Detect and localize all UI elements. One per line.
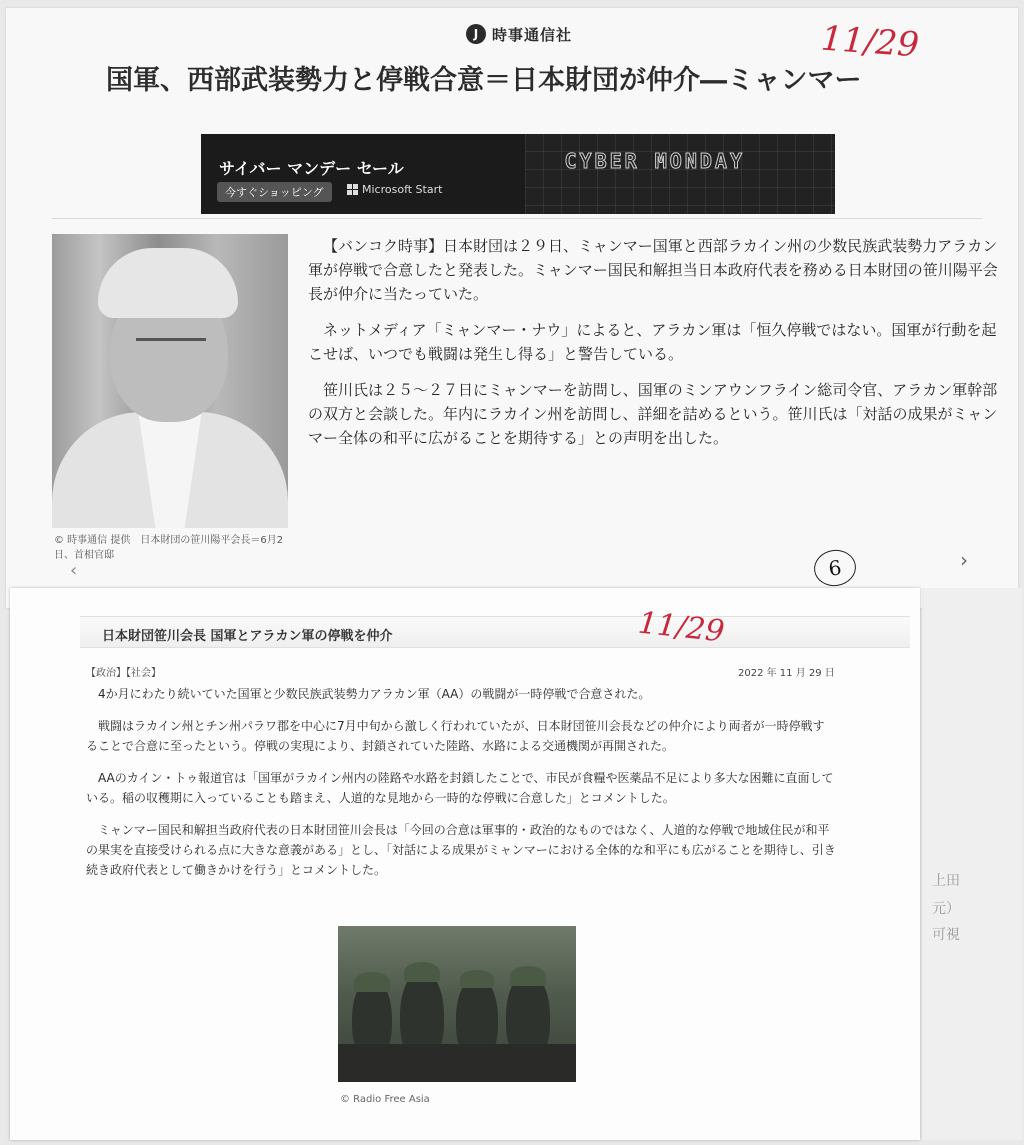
edge-text-fragment: 可視	[932, 927, 960, 943]
photo-credit: © Radio Free Asia	[340, 1094, 430, 1105]
ad-partner-label: Microsoft Start	[362, 183, 443, 196]
article-title: 日本財団笹川会長 国軍とアラカン軍の停戦を仲介	[102, 629, 393, 644]
edge-text-fragment: 上田	[932, 873, 960, 889]
section-divider	[52, 218, 982, 219]
article-headline: 国軍、西部武装勢力と停戦合意＝日本財団が仲介―ミャンマー	[106, 65, 862, 96]
previous-photo-arrow-icon[interactable]: ‹	[70, 560, 78, 581]
article-paragraph: ミャンマー国民和解担当政府代表の日本財団笹川会長は「今回の合意は軍事的・政治的なものではなく、人道的な停戦で地域住民が和平の果実を直接受けられる点に大きな意義がある」とし、「対話による成果がミャンマーにおける全体的な和平にも広がることを期待し、引き続き政府代表として働きかけを行う」とコメントした。	[86, 823, 836, 877]
publisher-name: 時事通信社	[492, 25, 573, 44]
circled-page-number: 6	[812, 547, 859, 588]
photo-caption: © 時事通信 提供 日本財団の笹川陽平会長＝6月2日、首相官邸	[54, 535, 284, 561]
article-paragraph: ネットメディア「ミャンマー・ナウ」によると、アラカン軍は「恒久停戦ではない。国軍が行動を起こせば、いつでも戦闘は発生し得る」と警告している。	[308, 321, 997, 363]
article-body	[86, 684, 836, 892]
soldiers-in-truck-photo[interactable]	[338, 926, 576, 1082]
publish-date: 2022 年 11 月 29 日	[738, 668, 835, 679]
ad-shop-now-button[interactable]: 今すぐショッピング	[217, 182, 332, 202]
handwritten-date-note: 11/29	[819, 18, 921, 66]
cyber-monday-ad-banner[interactable]	[201, 134, 835, 214]
article-body	[308, 234, 998, 462]
underlying-page-fragment	[922, 588, 1022, 1140]
ad-circuit-graphic	[525, 134, 835, 214]
article-paragraph: AAのカイン・トゥ報道官は「国軍がラカイン州内の陸路や水路を封鎖したことで、市民が食糧や医薬品不足により多大な困難に直面している。稲の収穫期に入っていることも踏まえ、人道的な見地から一時的な停戦に合意した」とコメントした。	[86, 771, 834, 805]
category-tags[interactable]: 【政治】【社会】	[86, 668, 161, 679]
edge-text-fragment: 元）	[932, 901, 960, 917]
next-page-arrow-icon[interactable]: ›	[960, 548, 968, 572]
article-title-bar	[80, 616, 910, 648]
article-paragraph: 【バンコク時事】日本財団は２９日、ミャンマー国軍と西部ラカイン州の少数民族武装勢力アラカン軍が停戦で合意したと発表した。ミャンマー国民和解担当日本政府代表を務める日本財団の笹川陽平会長が仲介に当たっていた。	[308, 237, 998, 303]
publisher-brand[interactable]	[466, 22, 572, 46]
ad-graphic-text: CYBER MONDAY	[564, 149, 745, 173]
second-article-page	[10, 588, 920, 1140]
sasakawa-portrait-photo[interactable]	[52, 234, 288, 528]
ad-partner[interactable]	[347, 183, 442, 196]
ad-title: サイバー マンデー セール	[219, 159, 404, 178]
jiji-article-page	[6, 8, 1018, 608]
handwritten-date-note: 11/29	[636, 605, 727, 650]
article-paragraph: 戦闘はラカイン州とチン州パラワ郡を中心に7月中旬から激しく行われていたが、日本財団笹川会長などの仲介により両者が一時停戦することで合意に至ったという。停戦の実現により、封鎖されていた陸路、水路による交通機関が再開された。	[86, 719, 825, 753]
jiji-logo-icon: J	[466, 24, 486, 44]
microsoft-logo-icon	[347, 184, 358, 195]
article-paragraph: 笹川氏は２５～２７日にミャンマーを訪問し、国軍のミンアウンフライン総司令官、アラカン軍幹部の双方と会談した。年内にラカイン州を訪問し、詳細を詰めるという。笹川氏は「対話の成果がミャンマー全体の和平に広がることを期待する」との声明を出した。	[308, 381, 998, 447]
article-paragraph: 4か月にわたり続いていた国軍と少数民族武装勢力アラカン軍（AA）の戦闘が一時停戦で合意された。	[98, 687, 651, 701]
